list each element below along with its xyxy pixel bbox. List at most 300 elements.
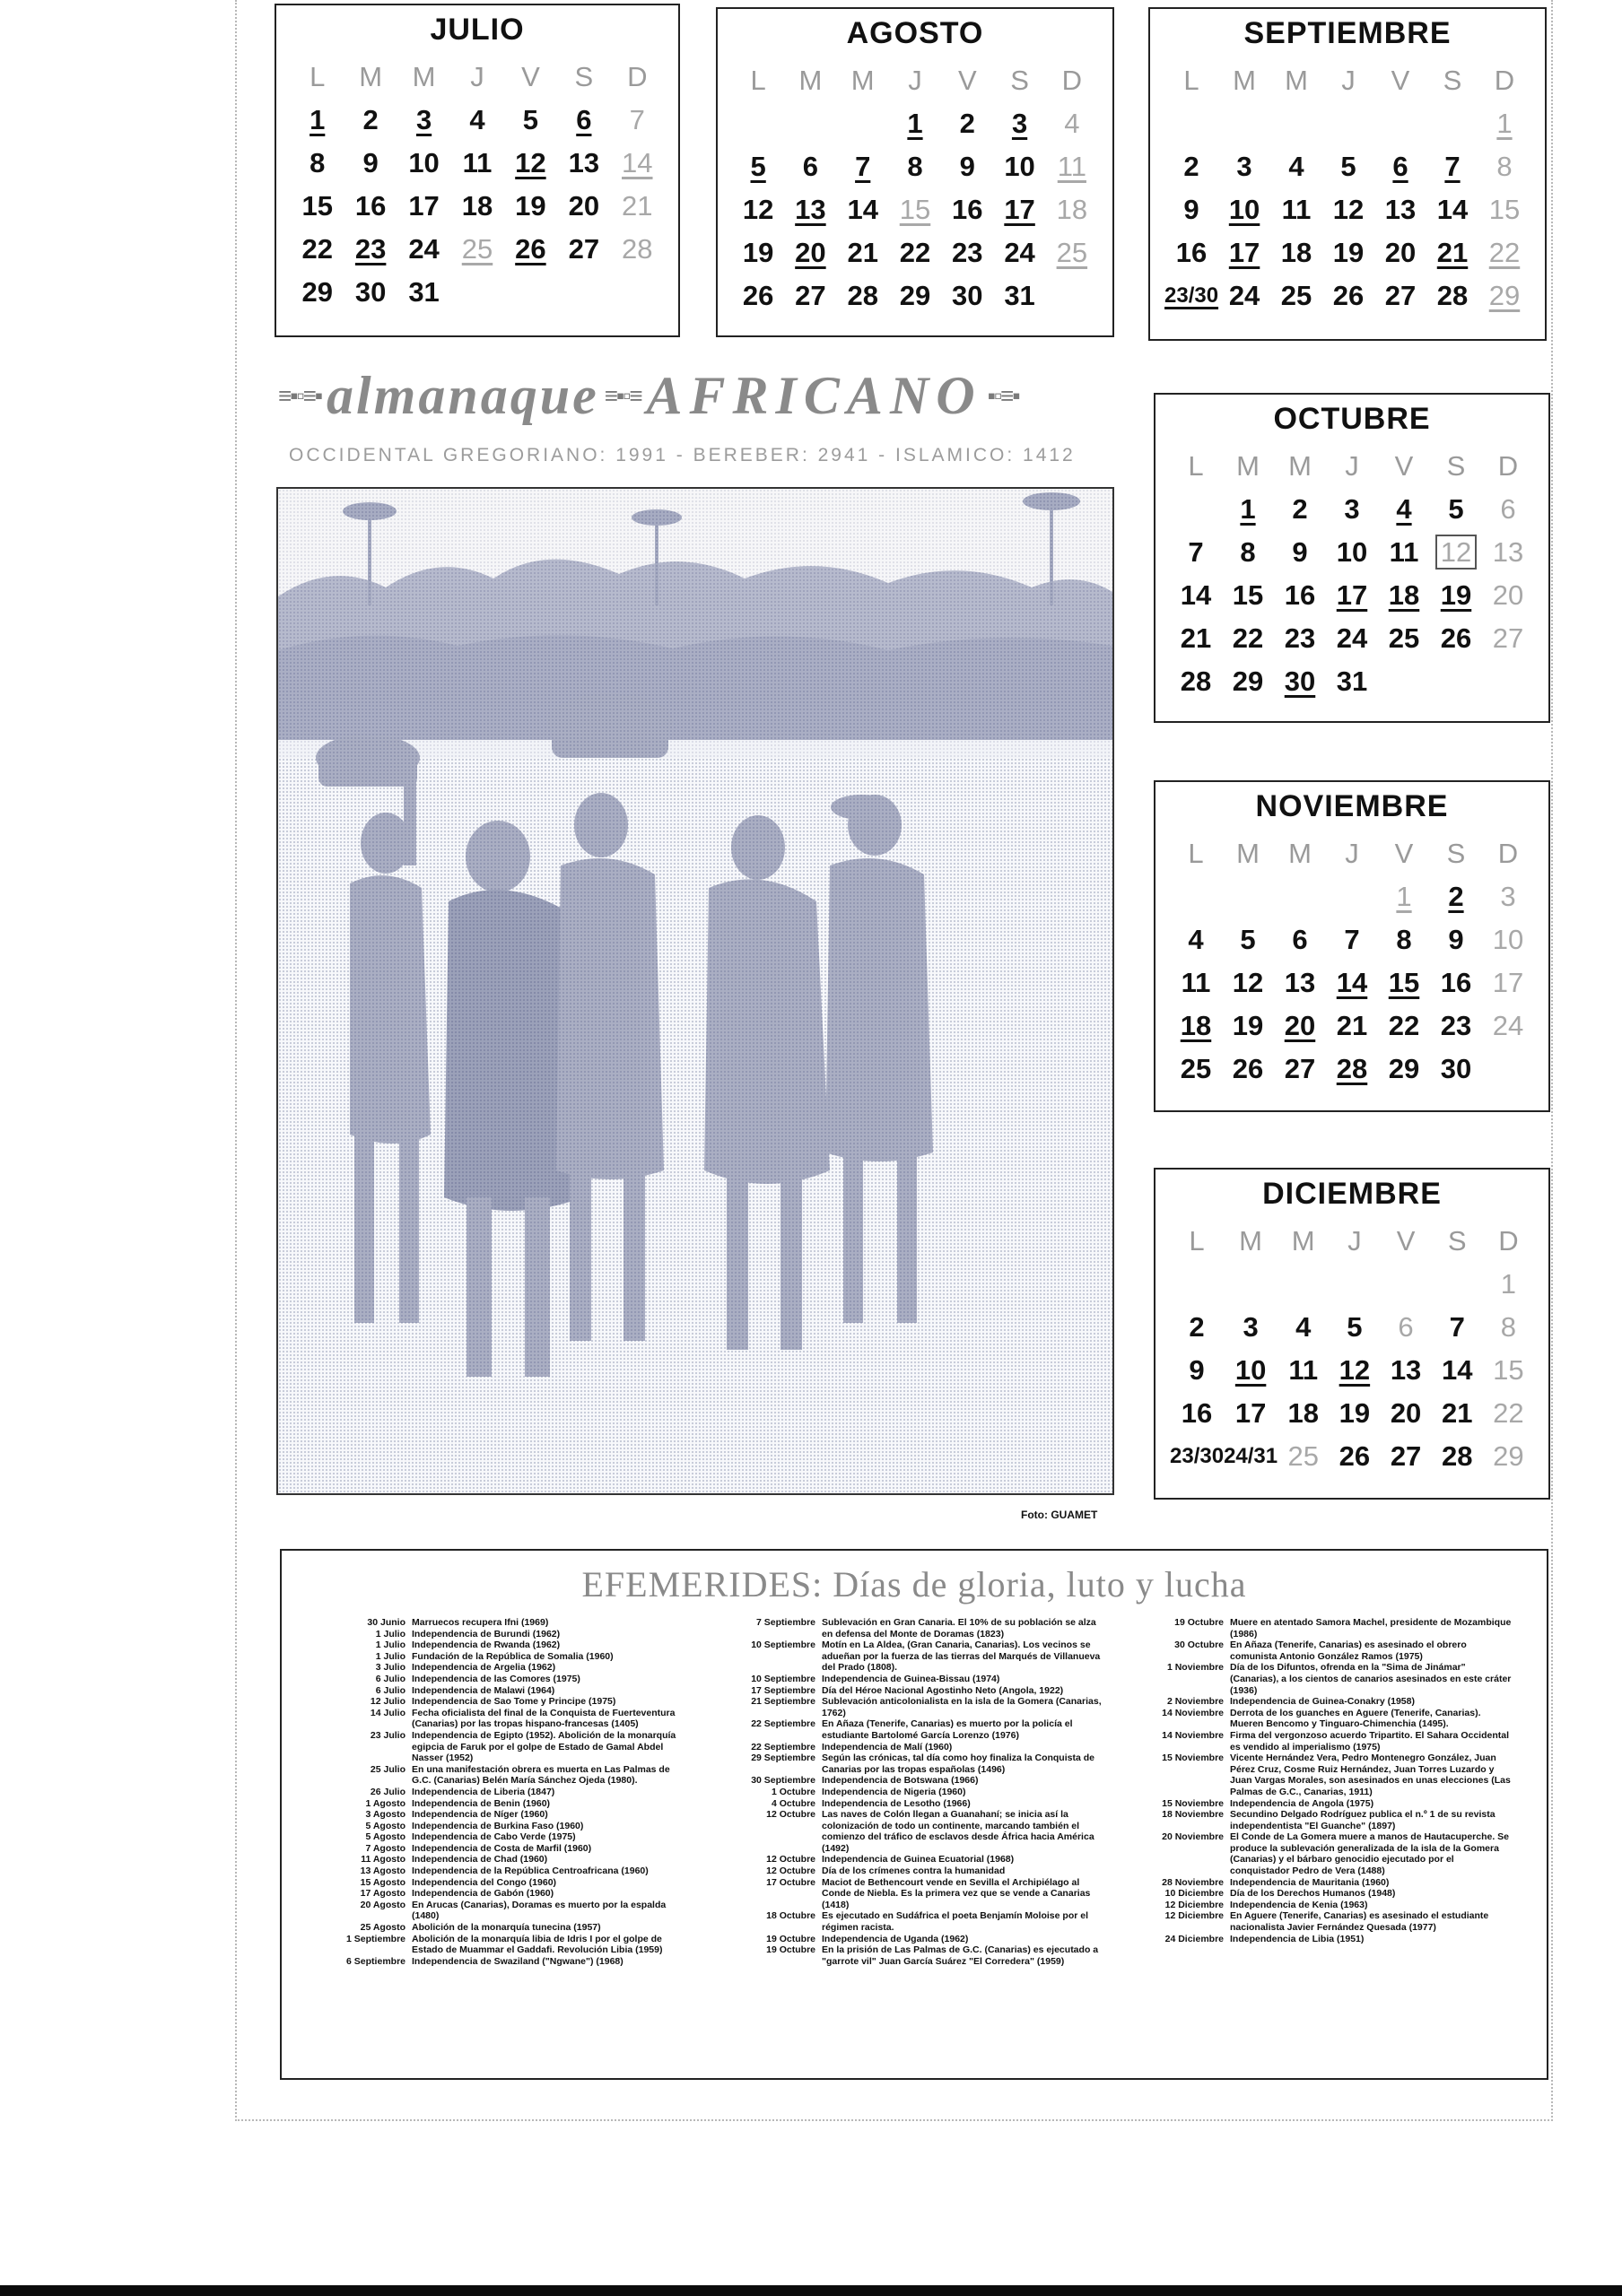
efemeride-entry [1143, 1831, 1513, 1876]
day-number: 10 [1234, 1354, 1267, 1386]
calendar-noviembre [1154, 780, 1550, 1112]
day-number: 16 [1181, 1397, 1213, 1429]
day-number: 6 [802, 151, 819, 182]
day-cell [450, 142, 503, 185]
day-number: 24 [1492, 1010, 1524, 1041]
efemeride-date: 1 Noviembre [1166, 1662, 1224, 1674]
day-cell [1426, 231, 1478, 274]
day-cell [557, 99, 610, 142]
day-number: 6 [1500, 493, 1516, 525]
efemerides-title: EFEMERIDES: Días de gloria, luto y lucha [581, 1564, 1247, 1605]
day-number: 31 [1336, 665, 1368, 697]
calendar-julio [275, 4, 680, 337]
day-cell [1483, 1392, 1534, 1435]
efemeride-entry [735, 1854, 1103, 1866]
day-number: 20 [568, 190, 600, 222]
efemeride-date: 23 Julio [370, 1729, 406, 1741]
day-cell [1170, 531, 1222, 574]
day-number: 14 [1336, 967, 1368, 998]
day-cell [1270, 188, 1322, 231]
day-cell [1426, 274, 1478, 317]
day-cell [993, 188, 1045, 231]
efemeride-text: Independencia de Guinea Ecuatorial (1968) [822, 1854, 1015, 1866]
day-cell [344, 228, 397, 271]
day-cell [1430, 1004, 1482, 1048]
day-number: 11 [1288, 1354, 1319, 1386]
efemeride-entry [735, 1798, 1103, 1810]
day-cell [1483, 1306, 1534, 1349]
day-cell [1430, 531, 1482, 574]
day-cell [344, 142, 397, 185]
day-cell [1378, 1004, 1430, 1048]
efemeride-entry [325, 1877, 678, 1889]
day-number: 3 [415, 104, 432, 135]
day-cell [1426, 145, 1478, 188]
efemeride-entry [735, 1685, 1103, 1697]
month-title: OCTUBRE [1273, 402, 1431, 436]
day-cell [837, 102, 889, 145]
day-number: 4 [1396, 493, 1412, 525]
efemeride-text: Día de los Derechos Humanos (1948) [1230, 1888, 1396, 1900]
day-cell [1374, 188, 1426, 231]
efemeride-text: Día de los crímenes contra la humanidad [822, 1866, 1006, 1877]
day-cell [344, 271, 397, 314]
day-cell [1170, 1048, 1222, 1091]
efemeride-text: Independencia de Guinea-Bissau (1974) [822, 1673, 1000, 1684]
calendar-septiembre [1148, 7, 1547, 341]
efemeride-text: Día del Héroe Nacional Agostinho Neto (Angola, 1922) [822, 1684, 1064, 1696]
day-number: 11 [1057, 151, 1086, 182]
efemeride-text: Independencia de Sao Tome y Principe (1975) [412, 1696, 616, 1708]
day-number: 10 [1336, 536, 1368, 568]
efemeride-entry [325, 1922, 678, 1934]
day-number: 9 [1292, 536, 1308, 568]
day-number: 18 [461, 190, 493, 222]
day-cell [557, 185, 610, 228]
day-cell [1218, 188, 1270, 231]
day-cell [1326, 574, 1378, 617]
day-number: 8 [1240, 536, 1256, 568]
day-cell [1224, 1435, 1278, 1478]
day-cell [504, 99, 557, 142]
day-number: 27 [1284, 1053, 1316, 1084]
day-cell [1224, 1306, 1278, 1349]
efemeride-text: Independencia de Argelia (1962) [412, 1662, 556, 1674]
logo-ornament-left: ≡▪▫≡▪ [278, 381, 321, 409]
efemeride-date: 17 Septiembre [751, 1684, 815, 1696]
day-number: 4 [1064, 108, 1080, 139]
day-number: 23 [1440, 1010, 1472, 1041]
day-cell [889, 188, 941, 231]
weekday-header: D [1498, 1225, 1519, 1257]
efemeride-date: 25 Agosto [360, 1922, 406, 1934]
day-cell [1432, 1263, 1483, 1306]
day-number: 5 [1240, 924, 1256, 955]
efemeride-entry [325, 1730, 678, 1764]
day-number: 30 [354, 276, 387, 308]
weekday-header: S [1447, 1225, 1467, 1257]
day-number: 13 [1384, 194, 1417, 225]
day-cell [1478, 274, 1530, 317]
efemeride-date: 1 Julio [375, 1650, 406, 1662]
day-number: 13 [1390, 1354, 1422, 1386]
day-cell [1222, 875, 1274, 918]
day-cell [611, 185, 664, 228]
calendar-years-subtitle: OCCIDENTAL GREGORIANO: 1991 - BEREBER: 2941 - ISLAMICO: 1412 [289, 445, 1076, 465]
weekday-header: M [1236, 450, 1260, 482]
day-cell [1322, 188, 1374, 231]
weekday-header: M [1236, 838, 1260, 869]
day-cell [1222, 1048, 1274, 1091]
day-number: 9 [959, 151, 975, 182]
day-cell [1274, 488, 1326, 531]
efemeride-entry [735, 1617, 1103, 1639]
efemeride-date: 19 Octubre [766, 1944, 815, 1956]
efemeride-entry [1143, 1877, 1513, 1889]
efemeride-entry [735, 1718, 1103, 1741]
day-cell [291, 228, 344, 271]
day-cell [291, 142, 344, 185]
day-cell [889, 274, 941, 317]
day-cell [837, 188, 889, 231]
day-number: 14 [622, 147, 653, 178]
day-cell [1432, 1349, 1483, 1392]
day-number: 6 [1392, 151, 1408, 182]
day-number: 9 [362, 147, 379, 178]
day-cell [1278, 1306, 1329, 1349]
day-cell [1274, 574, 1326, 617]
day-cell [1274, 660, 1326, 703]
weekday-header: S [1010, 65, 1029, 96]
day-cell [1270, 145, 1322, 188]
efemeride-entry [735, 1674, 1103, 1685]
day-cell [784, 188, 836, 231]
logo-word-africano: AFRICANO [646, 365, 982, 425]
almanaque-logo [278, 365, 1132, 425]
day-cell [941, 188, 993, 231]
efemeride-date: 28 Noviembre [1162, 1876, 1224, 1888]
day-cell [1164, 102, 1218, 145]
weekday-header: D [1497, 450, 1519, 482]
efemeride-entry [325, 1787, 678, 1798]
day-number: 30 [952, 280, 983, 311]
efemeride-entry [1143, 1888, 1513, 1900]
day-number: 9 [1448, 924, 1464, 955]
weekday-header: S [1446, 450, 1466, 482]
efemeride-date: 1 Julio [375, 1628, 406, 1639]
day-cell [344, 99, 397, 142]
day-number: 8 [1500, 1311, 1517, 1343]
weekday-header: J [1341, 65, 1356, 96]
efemeride-date: 6 Julio [375, 1673, 406, 1684]
day-cell [1046, 188, 1098, 231]
day-number: 10 [408, 147, 440, 178]
day-cell [1478, 145, 1530, 188]
day-number: 15 [301, 190, 333, 222]
day-number: 28 [847, 280, 878, 311]
calendar-grid [1155, 445, 1548, 703]
day-number: 8 [310, 147, 326, 178]
day-number: 25 [1056, 237, 1088, 268]
calendar-grid [1155, 832, 1548, 1091]
efemeride-text: Sublevación en Gran Canaria. El 10% de su población se alza en defensa del Monte de Doramas (1823) [822, 1617, 1096, 1639]
efemeride-date: 21 Septiembre [751, 1696, 815, 1708]
day-cell [1478, 231, 1530, 274]
day-cell [1378, 961, 1430, 1004]
day-cell [1380, 1306, 1431, 1349]
day-number: 1 [907, 108, 923, 139]
day-cell [1164, 188, 1218, 231]
efemeride-text: Independencia del Congo (1960) [412, 1876, 557, 1888]
day-number: 25 [1388, 622, 1420, 654]
day-number: 29 [1488, 280, 1521, 311]
day-number: 25 [1280, 280, 1312, 311]
efemeride-text: Vicente Hernández Vera, Pedro Montenegro González, Juan Pérez Cruz, Cosme Ruiz Hernández, Juan Torres Luzardo y Juan Vargas Morales, son asesinados en unas elecciones (Las Palmas de G.C., Canarias, 1911) [1230, 1752, 1511, 1797]
month-title: SEPTIEMBRE [1243, 16, 1452, 50]
day-number: 21 [1336, 1010, 1368, 1041]
day-number: 18 [1388, 579, 1420, 611]
efemeride-entry [325, 1934, 678, 1956]
day-number: 21 [1180, 622, 1212, 654]
day-number: 14 [1180, 579, 1212, 611]
efemeride-entry [1143, 1639, 1513, 1662]
day-number: 18 [1056, 194, 1088, 225]
day-number: 2 [1292, 493, 1308, 525]
efemeride-entry [1143, 1934, 1513, 1945]
day-cell [941, 231, 993, 274]
day-cell [1426, 102, 1478, 145]
day-number: 14 [1436, 194, 1469, 225]
day-cell [1218, 231, 1270, 274]
day-number: 1 [1496, 108, 1513, 139]
day-number: 7 [1344, 924, 1360, 955]
day-cell [1326, 1048, 1378, 1091]
efemeride-text: Secundino Delgado Rodríguez publica el n.º 1 de su revista independentista "El Guanche" (1897) [1230, 1809, 1496, 1831]
efemeride-text: Independencia de Guinea-Conakry (1958) [1230, 1696, 1415, 1708]
day-cell [1432, 1392, 1483, 1435]
efemeride-date: 24 Diciembre [1164, 1933, 1224, 1944]
day-number: 20 [795, 237, 826, 268]
month-title: JULIO [430, 13, 525, 47]
efemeride-entry [325, 1888, 678, 1900]
day-number: 15 [899, 194, 931, 225]
day-number: 11 [1389, 536, 1419, 568]
day-cell [1170, 660, 1222, 703]
day-cell [941, 145, 993, 188]
day-number: 27 [568, 233, 600, 265]
day-cell [1164, 145, 1218, 188]
day-number: 4 [1288, 151, 1304, 182]
day-number: 19 [742, 237, 774, 268]
efemeride-date: 12 Diciembre [1164, 1899, 1224, 1910]
day-number: 15 [1493, 1354, 1524, 1386]
efemeride-text: Independencia de Burundi (1962) [412, 1628, 561, 1639]
weekday-header: M [850, 65, 875, 96]
day-cell [1046, 145, 1098, 188]
logo-ornament-middle: ≡▪▫≡ [604, 381, 641, 409]
weekday-header: J [908, 65, 922, 96]
day-number: 3 [1236, 151, 1252, 182]
day-number: 2 [362, 104, 379, 135]
efemeride-entry [325, 1639, 678, 1651]
efemeride-date: 20 Agosto [360, 1899, 406, 1910]
day-cell [993, 274, 1045, 317]
day-cell [1326, 660, 1378, 703]
calendar-grid [1150, 59, 1545, 317]
efemeride-text: Marruecos recupera Ifni (1969) [412, 1617, 549, 1628]
day-cell [1378, 918, 1430, 961]
day-number: 14 [847, 194, 878, 225]
efemerides-column-3 [1143, 1617, 1513, 1944]
efemeride-text: Muere en atentado Samora Machel, presidente de Mozambique (1986) [1230, 1617, 1512, 1639]
efemeride-date: 11 Agosto [361, 1854, 406, 1866]
efemeride-entry [1143, 1617, 1513, 1639]
day-number: 19 [1440, 579, 1472, 611]
day-cell [1378, 488, 1430, 531]
efemeride-text: Día de los Difuntos, ofrenda en la "Sima de Jinámar" (Canarias), a los cientos de canarios asesinados en este cráter (1936) [1230, 1662, 1512, 1696]
day-number: 23 [1284, 622, 1316, 654]
day-cell [1170, 918, 1222, 961]
day-cell [1270, 231, 1322, 274]
day-number: 12 [1332, 194, 1365, 225]
day-number: 22 [1488, 237, 1521, 268]
day-cell [732, 274, 784, 317]
day-cell [450, 271, 503, 314]
day-cell [1170, 875, 1222, 918]
day-cell [397, 142, 450, 185]
weekday-header: M [359, 61, 383, 92]
day-cell [1378, 1048, 1430, 1091]
efemeride-text: Independencia de Costa de Marfil (1960) [412, 1842, 592, 1854]
weekday-header: V [1396, 1225, 1416, 1257]
day-cell [1164, 274, 1218, 317]
calendar-agosto [716, 7, 1114, 337]
day-cell [1374, 274, 1426, 317]
day-number: 26 [515, 233, 546, 265]
photo-women-carrying-baskets [276, 487, 1114, 1495]
day-cell [1430, 1048, 1482, 1091]
day-cell [291, 185, 344, 228]
weekday-header: L [1188, 838, 1204, 869]
day-number: 19 [1232, 1010, 1264, 1041]
efemeride-date: 12 Diciembre [1164, 1910, 1224, 1922]
efemeride-entry [325, 1821, 678, 1832]
efemeride-date: 30 Septiembre [751, 1775, 815, 1787]
efemeride-date: 22 Septiembre [751, 1718, 815, 1730]
efemeride-entry [1143, 1662, 1513, 1696]
day-number: 7 [855, 151, 871, 182]
day-cell [1326, 961, 1378, 1004]
efemeride-date: 12 Julio [370, 1696, 406, 1708]
efemeride-entry [1143, 1910, 1513, 1933]
day-cell [1170, 574, 1222, 617]
day-number: 19 [1332, 237, 1365, 268]
day-cell [889, 231, 941, 274]
day-cell [993, 102, 1045, 145]
day-number: 17 [1004, 194, 1035, 225]
efemeride-entry [735, 1866, 1103, 1877]
efemeride-text: El Conde de La Gomera muere a manos de Hautacuperche. Se produce la sublevación generalizada de la isla de la Gomera (Canarias) y el bárbaro genocidio ejecutado por el conquistador Pedro de Vera (1488) [1230, 1831, 1510, 1877]
day-number: 2 [1183, 151, 1199, 182]
day-cell [1482, 574, 1534, 617]
day-cell [291, 271, 344, 314]
day-number: 1 [1500, 1268, 1517, 1300]
day-cell [1274, 531, 1326, 574]
day-cell [732, 231, 784, 274]
day-number: 22 [301, 233, 333, 265]
day-cell [1430, 918, 1482, 961]
day-cell [1482, 531, 1534, 574]
efemeride-entry [325, 1843, 678, 1855]
efemeride-date: 15 Noviembre [1162, 1752, 1224, 1764]
day-cell [1222, 617, 1274, 660]
efemeride-entry [325, 1674, 678, 1685]
day-cell [1222, 531, 1274, 574]
weekday-header: V [521, 61, 540, 92]
weekday-header: M [1288, 450, 1312, 482]
weekday-header: J [1347, 1225, 1362, 1257]
day-number: 26 [1332, 280, 1365, 311]
day-number: 25 [461, 233, 493, 265]
day-number: 12 [1232, 967, 1264, 998]
efemeride-date: 7 Septiembre [756, 1617, 815, 1628]
weekday-header: M [798, 65, 823, 96]
day-cell [784, 231, 836, 274]
day-cell [291, 99, 344, 142]
weekday-header: S [1446, 838, 1466, 869]
day-number: 29 [1493, 1440, 1524, 1472]
day-number: 23 [354, 233, 387, 265]
day-cell [397, 228, 450, 271]
day-cell [450, 185, 503, 228]
day-cell [1222, 961, 1274, 1004]
day-number: 22 [1232, 622, 1264, 654]
day-cell [1274, 617, 1326, 660]
day-cell [1274, 875, 1326, 918]
day-number: 13 [568, 147, 600, 178]
day-cell [1329, 1263, 1380, 1306]
day-cell [1378, 531, 1430, 574]
day-number: 2 [1448, 881, 1464, 912]
efemeride-date: 22 Septiembre [751, 1741, 815, 1752]
efemeride-date: 17 Octubre [766, 1876, 815, 1888]
efemeride-date: 3 Agosto [365, 1809, 406, 1821]
day-number: 8 [907, 151, 923, 182]
weekday-header: L [1189, 1225, 1205, 1257]
efemeride-date: 19 Octubre [766, 1933, 815, 1944]
day-cell [1482, 660, 1534, 703]
day-number: 2 [959, 108, 975, 139]
day-cell [1483, 1435, 1534, 1478]
day-number: 28 [1336, 1053, 1368, 1084]
day-cell [1270, 102, 1322, 145]
efemeride-entry [325, 1708, 678, 1730]
efemeride-entry [1143, 1809, 1513, 1831]
day-cell [1374, 102, 1426, 145]
calendar-octubre [1154, 393, 1550, 723]
efemeride-text: Independencia de Lesotho (1966) [822, 1797, 971, 1809]
efemeride-text: Derrota de los guanches en Aguere (Tenerife, Canarias). Mueren Bencomo y Tinguaro-Chimenchia (1495). [1230, 1707, 1481, 1730]
day-number: 8 [1496, 151, 1513, 182]
day-number: 24/31 [1224, 1444, 1278, 1468]
day-cell [557, 228, 610, 271]
day-cell [1482, 488, 1534, 531]
efemeride-entry [1143, 1696, 1513, 1708]
day-cell [1224, 1349, 1278, 1392]
efemeride-text: Las naves de Colón llegan a Guanahaní; se inicia así la colonización de todo un continente, marcando también el comienzo del tráfico de esclavos desde África hacia América (1492) [822, 1809, 1094, 1854]
day-cell [1170, 1435, 1224, 1478]
day-cell [1322, 102, 1374, 145]
